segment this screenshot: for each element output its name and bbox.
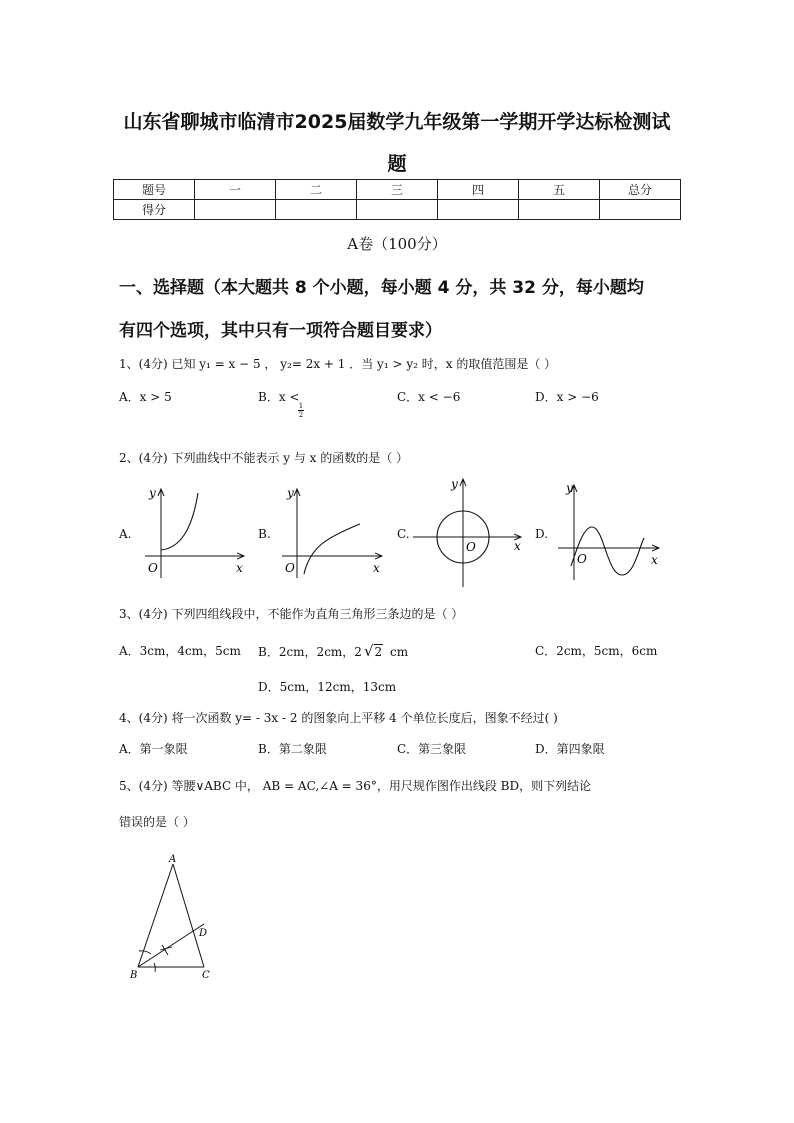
q3-option-b-label: B．2cm，2cm，2 — [258, 645, 362, 659]
q2-option-b-label[interactable]: B. — [258, 527, 271, 541]
part1-heading-continued: 有四个选项，其中只有一项符合题目要求） — [119, 321, 442, 341]
point-a-label: A — [169, 854, 177, 865]
q4-option-d[interactable]: D．第四象限 — [535, 742, 605, 756]
score-header-cell: 一 — [195, 180, 276, 200]
page-title: 山东省聊城市临清市2025届数学九年级第一学期开学达标检测试 — [123, 111, 671, 133]
q2-graph-a — [145, 486, 243, 578]
x-axis-label: x — [651, 553, 658, 567]
y-axis-label: y — [451, 477, 458, 491]
score-header-cell: 题号 — [114, 180, 195, 200]
fraction-denominator: 2 — [298, 411, 304, 419]
origin-label: O — [577, 552, 587, 566]
part1-heading: 一、选择题（本大题共 8 个小题，每小题 4 分，共 32 分，每小题均 — [119, 278, 644, 298]
q2-graph-b — [282, 486, 381, 578]
question-1: 1、(4分) 已知 y₁ = x − 5 ， y₂= 2x + 1 ．当 y₁ > y₂ 时，x 的取值范围是（ ） — [119, 357, 557, 371]
wave-curve — [571, 527, 644, 575]
side-ab — [138, 864, 173, 967]
point-b-label: B — [130, 970, 138, 981]
score-row-label: 得分 — [114, 200, 195, 220]
q2-graph-d — [558, 481, 658, 580]
q3-option-b-unit: cm — [389, 645, 409, 659]
section-a-heading: A卷（100分） — [347, 235, 447, 253]
score-header-cell: 二 — [276, 180, 357, 200]
origin-label: O — [148, 561, 158, 575]
q1-option-d[interactable]: D．x > −6 — [535, 390, 599, 404]
q3-option-b[interactable] — [258, 642, 408, 660]
q2-option-a-label[interactable]: A. — [119, 527, 132, 541]
score-header-cell: 四 — [438, 180, 519, 200]
score-header-cell: 五 — [519, 180, 600, 200]
y-axis-label: y — [287, 486, 294, 500]
q5-triangle-figure — [129, 854, 210, 981]
page-title-continued: 题 — [387, 153, 407, 175]
q3-option-c[interactable]: C．2cm，5cm，6cm — [535, 644, 658, 658]
y-axis-label: y — [149, 486, 156, 500]
question-5-continued: 错误的是（ ） — [119, 815, 195, 829]
segment-bd — [138, 924, 204, 967]
question-3: 3、(4分) 下列四组线段中，不能作为直角三角形三条边的是（ ） — [119, 607, 464, 621]
sqrt-radicand: 2 — [374, 645, 383, 659]
exponential-curve — [161, 493, 198, 550]
q1-option-a[interactable]: A．x > 5 — [119, 390, 172, 404]
score-header-cell: 总分 — [600, 180, 681, 200]
sqrt-sign: √ — [363, 642, 374, 660]
question-5: 5、(4分) 等腰∨ABC 中， AB = AC,∠A = 36°，用尺规作图作出线段 BD，则下列结论 — [119, 779, 592, 793]
q3-option-a[interactable]: A．3cm，4cm，5cm — [119, 644, 241, 658]
x-axis-label: x — [514, 539, 521, 553]
q2-graph-c — [413, 477, 521, 587]
question-2: 2、(4分) 下列曲线中不能表示 y 与 x 的函数的是（ ） — [119, 451, 409, 465]
x-axis-label: x — [236, 561, 243, 575]
q3-option-d[interactable]: D．5cm，12cm，13cm — [258, 680, 397, 694]
question-4: 4、(4分) 将一次函数 y= - 3x - 2 的图象向上平移 4 个单位长度后，图象不经过( ) — [119, 711, 558, 725]
origin-label: O — [466, 540, 476, 554]
sqrt-curve — [304, 524, 360, 574]
y-axis-label: y — [566, 481, 573, 495]
side-ac — [173, 864, 204, 967]
score-header-cell: 三 — [357, 180, 438, 200]
q1-option-b-label: B．x < — [258, 390, 300, 404]
fraction-numerator: 1 — [298, 402, 304, 410]
x-axis-label: x — [373, 561, 380, 575]
q4-option-c[interactable]: C．第三象限 — [397, 742, 467, 756]
q2-option-d-label[interactable]: D. — [535, 527, 549, 541]
q4-option-a[interactable]: A．第一象限 — [119, 742, 188, 756]
q4-option-b[interactable]: B．第二象限 — [258, 742, 327, 756]
sqrt-expression — [364, 642, 383, 660]
origin-label: O — [285, 561, 295, 575]
arc-mark — [139, 951, 151, 954]
q2-option-c-label[interactable]: C. — [397, 527, 410, 541]
q1-option-c[interactable]: C．x < −6 — [397, 390, 461, 404]
point-d-label: D — [199, 928, 208, 939]
point-c-label: C — [202, 970, 210, 981]
